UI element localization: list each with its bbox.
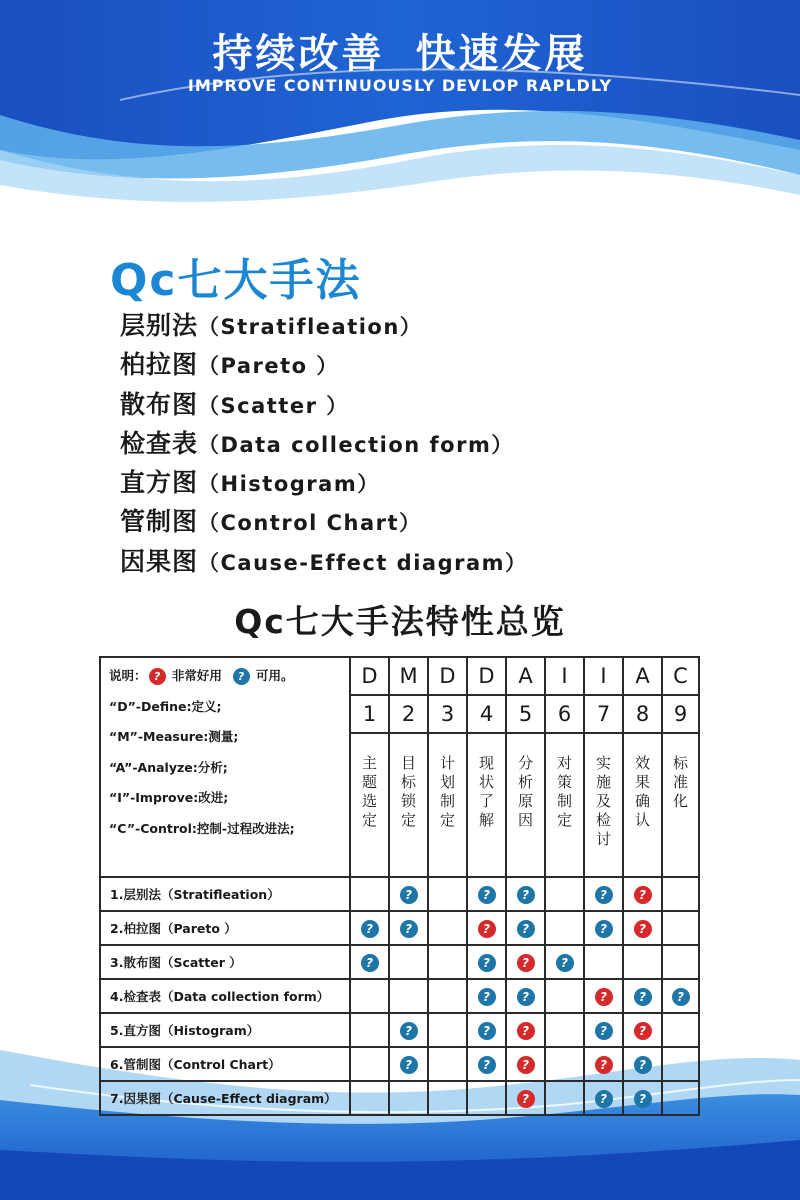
phase-letter: C (662, 657, 699, 695)
rating-cell (662, 979, 699, 1013)
rating-cell (506, 979, 545, 1013)
good-mark-icon: ? (478, 1056, 496, 1074)
rating-cell (467, 1047, 506, 1081)
phase-letter: A (623, 657, 662, 695)
good-mark-icon: ? (361, 954, 379, 972)
rating-cell (662, 877, 699, 911)
rating-cell (389, 1047, 428, 1081)
rating-cell (428, 911, 467, 945)
rating-cell (467, 979, 506, 1013)
good-mark-icon: ? (478, 954, 496, 972)
step-number: 3 (428, 695, 467, 733)
good-mark-icon: ? (672, 988, 690, 1006)
great-mark-icon: ? (517, 1090, 535, 1108)
table-row (100, 979, 699, 1013)
step-number: 9 (662, 695, 699, 733)
good-mark-icon: ? (595, 920, 613, 938)
rating-cell (584, 877, 623, 911)
row-label: 7.因果图（Cause-Effect diagram） (100, 1081, 350, 1115)
step-number: 2 (389, 695, 428, 733)
step-name: 效果确认 (623, 733, 662, 877)
great-mark-icon: ? (634, 886, 652, 904)
rating-cell (467, 1081, 506, 1115)
rating-cell (389, 945, 428, 979)
method-item: 因果图（Cause-Effect diagram） (120, 546, 528, 576)
step-number: 1 (350, 695, 389, 733)
rating-cell (467, 945, 506, 979)
rating-cell (545, 979, 584, 1013)
rating-cell (350, 1013, 389, 1047)
table-row (100, 945, 699, 979)
step-name: 计划制定 (428, 733, 467, 877)
rating-cell (662, 1013, 699, 1047)
rating-cell (545, 945, 584, 979)
good-mark-icon: ? (400, 1056, 418, 1074)
phase-letter: M (389, 657, 428, 695)
good-mark-icon: ? (634, 1056, 652, 1074)
good-mark-icon: ? (478, 988, 496, 1006)
step-number: 5 (506, 695, 545, 733)
great-mark-icon: ? (517, 1056, 535, 1074)
step-number: 8 (623, 695, 662, 733)
banner-subtitle: IMPROVE CONTINUOUSLY DEVLOP RAPLDLY (187, 76, 613, 95)
rating-cell (662, 945, 699, 979)
rating-cell (350, 1081, 389, 1115)
good-mark-icon: ? (595, 1090, 613, 1108)
row-label: 5.直方图（Histogram） (100, 1013, 350, 1047)
step-name: 分析原因 (506, 733, 545, 877)
phase-letter: D (428, 657, 467, 695)
rating-cell (350, 1047, 389, 1081)
phase-letter: I (545, 657, 584, 695)
rating-cell (350, 979, 389, 1013)
rating-cell (506, 877, 545, 911)
method-item: 检查表（Data collection form） (120, 428, 514, 458)
good-mark-icon: ? (634, 988, 652, 1006)
great-mark-icon: ? (634, 1022, 652, 1040)
rating-cell (584, 1013, 623, 1047)
rating-cell (584, 945, 623, 979)
rating-cell (584, 1047, 623, 1081)
row-label: 6.管制图（Control Chart） (100, 1047, 350, 1081)
rating-cell (389, 979, 428, 1013)
rating-cell (506, 945, 545, 979)
rating-cell (545, 1081, 584, 1115)
good-mark-icon: ? (478, 886, 496, 904)
rating-cell (545, 911, 584, 945)
row-label: 3.散布图（Scatter ） (100, 945, 350, 979)
great-mark-icon: ? (149, 668, 166, 685)
good-mark-icon: ? (595, 1022, 613, 1040)
row-label: 2.柏拉图（Pareto ） (100, 911, 350, 945)
table-row (100, 877, 699, 911)
rating-cell (389, 877, 428, 911)
good-mark-icon: ? (517, 920, 535, 938)
rating-cell (467, 1013, 506, 1047)
banner-title: 持续改善 快速发展 (212, 31, 588, 77)
good-mark-icon: ? (478, 1022, 496, 1040)
good-mark-icon: ? (361, 920, 379, 938)
step-name: 标准化 (662, 733, 699, 877)
legend-key: 说明： ? 非常好用 ? 可用。 (109, 668, 294, 683)
overview-title: Qc七大手法特性总览 (234, 602, 566, 641)
rating-cell (467, 911, 506, 945)
rating-cell (389, 1081, 428, 1115)
rating-cell (662, 1047, 699, 1081)
great-mark-icon: ? (478, 920, 496, 938)
rating-cell (506, 1047, 545, 1081)
good-mark-icon: ? (634, 1090, 652, 1108)
step-name: 目标锁定 (389, 733, 428, 877)
rating-cell (350, 945, 389, 979)
good-mark-icon: ? (517, 886, 535, 904)
legend (100, 657, 350, 877)
rating-cell (623, 979, 662, 1013)
row-label: 1.层别法（Stratifleation） (100, 877, 350, 911)
legend-line: “M”-Measure:测量; (109, 729, 239, 744)
rating-cell (350, 911, 389, 945)
great-mark-icon: ? (595, 988, 613, 1006)
rating-cell (506, 911, 545, 945)
phase-letter: D (467, 657, 506, 695)
rating-cell (545, 1013, 584, 1047)
method-item: 直方图（Histogram） (120, 468, 380, 498)
great-mark-icon: ? (517, 1022, 535, 1040)
rating-cell (428, 979, 467, 1013)
rating-cell (506, 1081, 545, 1115)
good-mark-icon: ? (400, 886, 418, 904)
step-number: 7 (584, 695, 623, 733)
method-list (120, 306, 528, 581)
rating-cell (623, 911, 662, 945)
legend-line: “C”-Control:控制-过程改进法; (109, 820, 295, 836)
table-row (100, 1013, 699, 1047)
rating-cell (623, 1081, 662, 1115)
legend-line: “I”-Improve:改进; (109, 790, 229, 805)
step-name: 实施及检讨 (584, 733, 623, 877)
good-mark-icon: ? (556, 954, 574, 972)
rating-cell (584, 911, 623, 945)
step-number: 6 (545, 695, 584, 733)
legend-line: “A”-Analyze:分析; (109, 759, 228, 775)
rating-cell (350, 877, 389, 911)
table-row (100, 911, 699, 945)
rating-cell (584, 979, 623, 1013)
rating-cell (428, 945, 467, 979)
method-item: 柏拉图（Pareto ） (120, 350, 339, 380)
main-heading: Qc七大手法 (110, 255, 362, 306)
rating-cell (584, 1081, 623, 1115)
phase-letter: A (506, 657, 545, 695)
good-mark-icon: ? (400, 1022, 418, 1040)
rating-cell (545, 1047, 584, 1081)
rating-cell (623, 1047, 662, 1081)
step-name: 现状了解 (467, 733, 506, 877)
step-name: 主题选定 (350, 733, 389, 877)
step-number: 4 (467, 695, 506, 733)
rating-cell (467, 877, 506, 911)
step-name: 对策制定 (545, 733, 584, 877)
rating-cell (389, 1013, 428, 1047)
rating-cell (428, 1047, 467, 1081)
rating-cell (389, 911, 428, 945)
good-mark-icon: ? (595, 886, 613, 904)
good-mark-icon: ? (233, 668, 250, 685)
rating-cell (623, 945, 662, 979)
phase-letter: I (584, 657, 623, 695)
rating-cell (662, 911, 699, 945)
good-mark-icon: ? (517, 988, 535, 1006)
legend-line: “D”-Define:定义; (109, 698, 222, 714)
rating-cell (545, 877, 584, 911)
table-row (100, 1047, 699, 1081)
row-label: 4.检查表（Data collection form） (100, 979, 350, 1013)
good-mark-icon: ? (400, 920, 418, 938)
method-item: 管制图（Control Chart） (120, 507, 422, 537)
great-mark-icon: ? (517, 954, 535, 972)
rating-cell (662, 1081, 699, 1115)
phase-letter: D (350, 657, 389, 695)
characteristics-table (99, 656, 700, 1116)
rating-cell (623, 1013, 662, 1047)
rating-cell (623, 877, 662, 911)
rating-cell (428, 1081, 467, 1115)
rating-cell (506, 1013, 545, 1047)
method-item: 层别法（Stratifleation） (120, 311, 423, 340)
great-mark-icon: ? (634, 920, 652, 938)
matrix-rows (100, 877, 699, 1115)
great-mark-icon: ? (595, 1056, 613, 1074)
table-row (100, 1081, 699, 1115)
rating-cell (428, 1013, 467, 1047)
rating-cell (428, 877, 467, 911)
method-item: 散布图（Scatter ） (120, 389, 349, 419)
